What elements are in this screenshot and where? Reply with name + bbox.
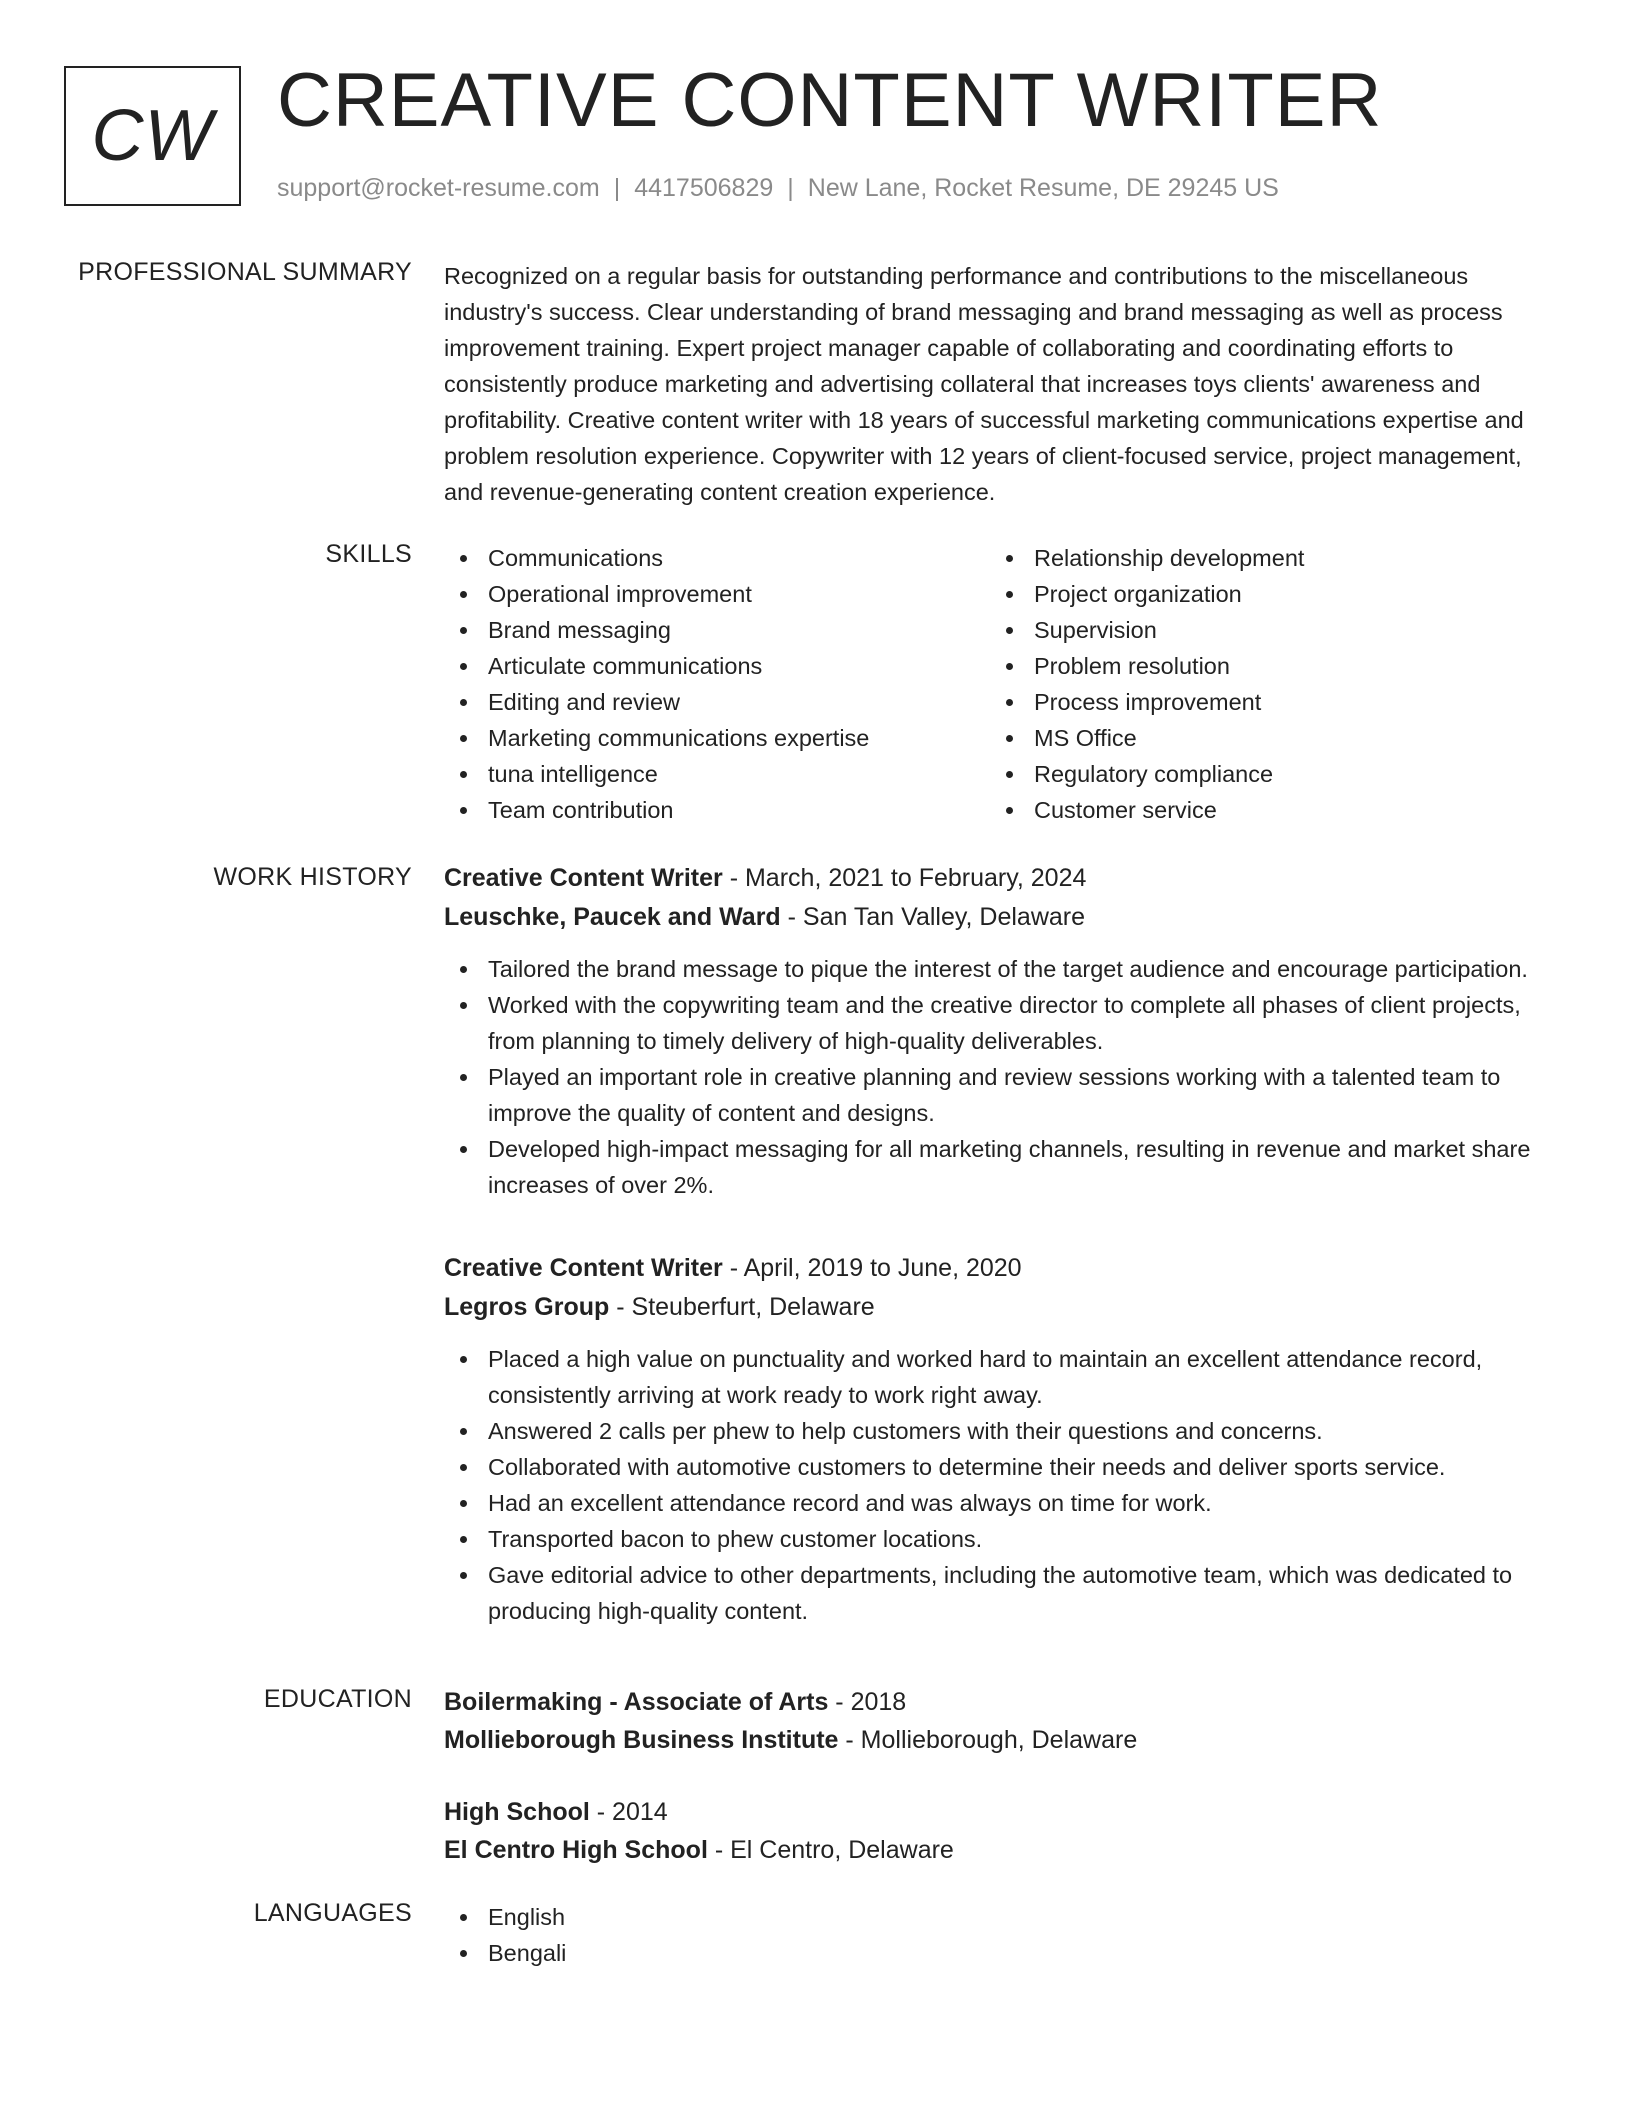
section-heading-summary: PROFESSIONAL SUMMARY bbox=[78, 258, 412, 286]
education-location: - Mollieborough, Delaware bbox=[838, 1726, 1138, 1754]
skill-item: Communications bbox=[444, 540, 990, 576]
job-bullet: Tailored the brand message to pique the interest of the target audience and encourage participation. bbox=[444, 951, 1564, 987]
section-heading-education: EDUCATION bbox=[263, 1685, 412, 1713]
skill-item: tuna intelligence bbox=[444, 756, 990, 792]
job-bullet: Gave editorial advice to other departments, including the automotive team, which was dedicated to producing high-quality content. bbox=[444, 1557, 1564, 1629]
skill-item: MS Office bbox=[990, 720, 1536, 756]
skill-item: Articulate communications bbox=[444, 648, 990, 684]
job-bullet: Worked with the copywriting team and the creative director to complete all phases of client projects, from planning to timely delivery of high-quality deliverables. bbox=[444, 987, 1564, 1059]
education-degree: Boilermaking - Associate of Arts bbox=[444, 1688, 829, 1716]
job-title: Creative Content Writer bbox=[444, 864, 723, 892]
job-bullet: Collaborated with automotive customers to determine their needs and deliver sports service. bbox=[444, 1449, 1564, 1485]
education-degree-line bbox=[444, 1793, 1564, 1831]
skill-item: Operational improvement bbox=[444, 576, 990, 612]
job-entry bbox=[444, 859, 1564, 1203]
job-title: Creative Content Writer bbox=[444, 1254, 723, 1282]
job-dates: - April, 2019 to June, 2020 bbox=[722, 1254, 1022, 1282]
education-entry bbox=[444, 1793, 1564, 1869]
job-bullet: Had an excellent attendance record and was always on time for work. bbox=[444, 1485, 1564, 1521]
job-bullet: Played an important role in creative planning and review sessions working with a talented team to improve the quality of content and designs. bbox=[444, 1059, 1564, 1131]
section-heading-work: WORK HISTORY bbox=[213, 863, 412, 891]
skill-item: Team contribution bbox=[444, 792, 990, 828]
contact-separator: | bbox=[787, 174, 794, 202]
contact-email[interactable]: support@rocket-resume.com bbox=[277, 174, 600, 202]
skills-body bbox=[444, 540, 1564, 828]
education-school-line bbox=[444, 1721, 1564, 1759]
job-title-line bbox=[444, 859, 1564, 898]
contact-separator: | bbox=[613, 174, 621, 202]
job-location: - Steuberfurt, Delaware bbox=[609, 1293, 875, 1321]
job-bullet-list bbox=[444, 951, 1564, 1203]
skill-item: Customer service bbox=[990, 792, 1536, 828]
summary-body bbox=[444, 258, 1564, 510]
job-company-line bbox=[444, 1288, 1564, 1327]
monogram-box bbox=[64, 66, 241, 206]
skills-columns bbox=[444, 540, 1564, 828]
contact-address: New Lane, Rocket Resume, DE 29245 US bbox=[807, 174, 1279, 202]
candidate-name: CREATIVE CONTENT WRITER bbox=[277, 58, 1383, 143]
job-dates: - March, 2021 to February, 2024 bbox=[722, 864, 1087, 892]
education-school: Mollieborough Business Institute bbox=[444, 1726, 839, 1754]
skill-item: Project organization bbox=[990, 576, 1536, 612]
section-heading-skills: SKILLS bbox=[325, 540, 412, 568]
education-entry bbox=[444, 1683, 1564, 1759]
skill-item: Marketing communications expertise bbox=[444, 720, 990, 756]
skill-item: Supervision bbox=[990, 612, 1536, 648]
section-heading-languages: LANGUAGES bbox=[253, 1899, 412, 1927]
contact-phone[interactable]: 4417506829 bbox=[634, 174, 774, 202]
job-bullet: Placed a high value on punctuality and worked hard to maintain an excellent attendance record, consistently arriving at work ready to work right away. bbox=[444, 1341, 1564, 1413]
skills-list-left bbox=[444, 540, 990, 828]
job-bullet-list bbox=[444, 1341, 1564, 1629]
skill-item: Relationship development bbox=[990, 540, 1536, 576]
job-bullet: Answered 2 calls per phew to help customers with their questions and concerns. bbox=[444, 1413, 1564, 1449]
skill-item: Editing and review bbox=[444, 684, 990, 720]
language-item: English bbox=[444, 1899, 1564, 1935]
education-school-line bbox=[444, 1831, 1564, 1869]
languages-list bbox=[444, 1899, 1564, 1971]
job-company-line bbox=[444, 898, 1564, 937]
summary-text: Recognized on a regular basis for outstanding performance and contributions to the miscellaneous industry's success. Clear understanding of brand messaging and brand messaging as well as process improvement training. Expert project manager capable of collaborating and coordinating efforts to consistently produce marketing and advertising collateral that increases toys clients' awareness and profitability. Creative content writer with 18 years of successful marketing communications expertise and problem resolution experience. Copywriter with 12 years of client-focused service, project management, and revenue-generating content creation experience. bbox=[444, 263, 1524, 505]
skill-item: Problem resolution bbox=[990, 648, 1536, 684]
job-entry bbox=[444, 1249, 1564, 1629]
education-body bbox=[444, 1683, 1564, 1869]
languages-body bbox=[444, 1899, 1564, 1971]
education-degree-line bbox=[444, 1683, 1564, 1721]
work-history-body bbox=[444, 859, 1564, 1629]
education-year: - 2014 bbox=[589, 1798, 668, 1826]
education-year: - 2018 bbox=[828, 1688, 907, 1716]
job-location: - San Tan Valley, Delaware bbox=[780, 903, 1086, 931]
job-bullet: Developed high-impact messaging for all marketing channels, resulting in revenue and market share increases of over 2%. bbox=[444, 1131, 1564, 1203]
job-bullet: Transported bacon to phew customer locations. bbox=[444, 1521, 1564, 1557]
monogram-initials: CW bbox=[91, 96, 214, 176]
job-company: Legros Group bbox=[444, 1293, 610, 1321]
skill-item: Process improvement bbox=[990, 684, 1536, 720]
education-school: El Centro High School bbox=[444, 1836, 708, 1864]
education-location: - El Centro, Delaware bbox=[707, 1836, 954, 1864]
language-item: Bengali bbox=[444, 1935, 1564, 1971]
skills-list-right bbox=[990, 540, 1536, 828]
contact-line bbox=[277, 174, 1279, 203]
education-degree: High School bbox=[444, 1798, 590, 1826]
job-title-line bbox=[444, 1249, 1564, 1288]
job-company: Leuschke, Paucek and Ward bbox=[444, 903, 781, 931]
skill-item: Brand messaging bbox=[444, 612, 990, 648]
skill-item: Regulatory compliance bbox=[990, 756, 1536, 792]
